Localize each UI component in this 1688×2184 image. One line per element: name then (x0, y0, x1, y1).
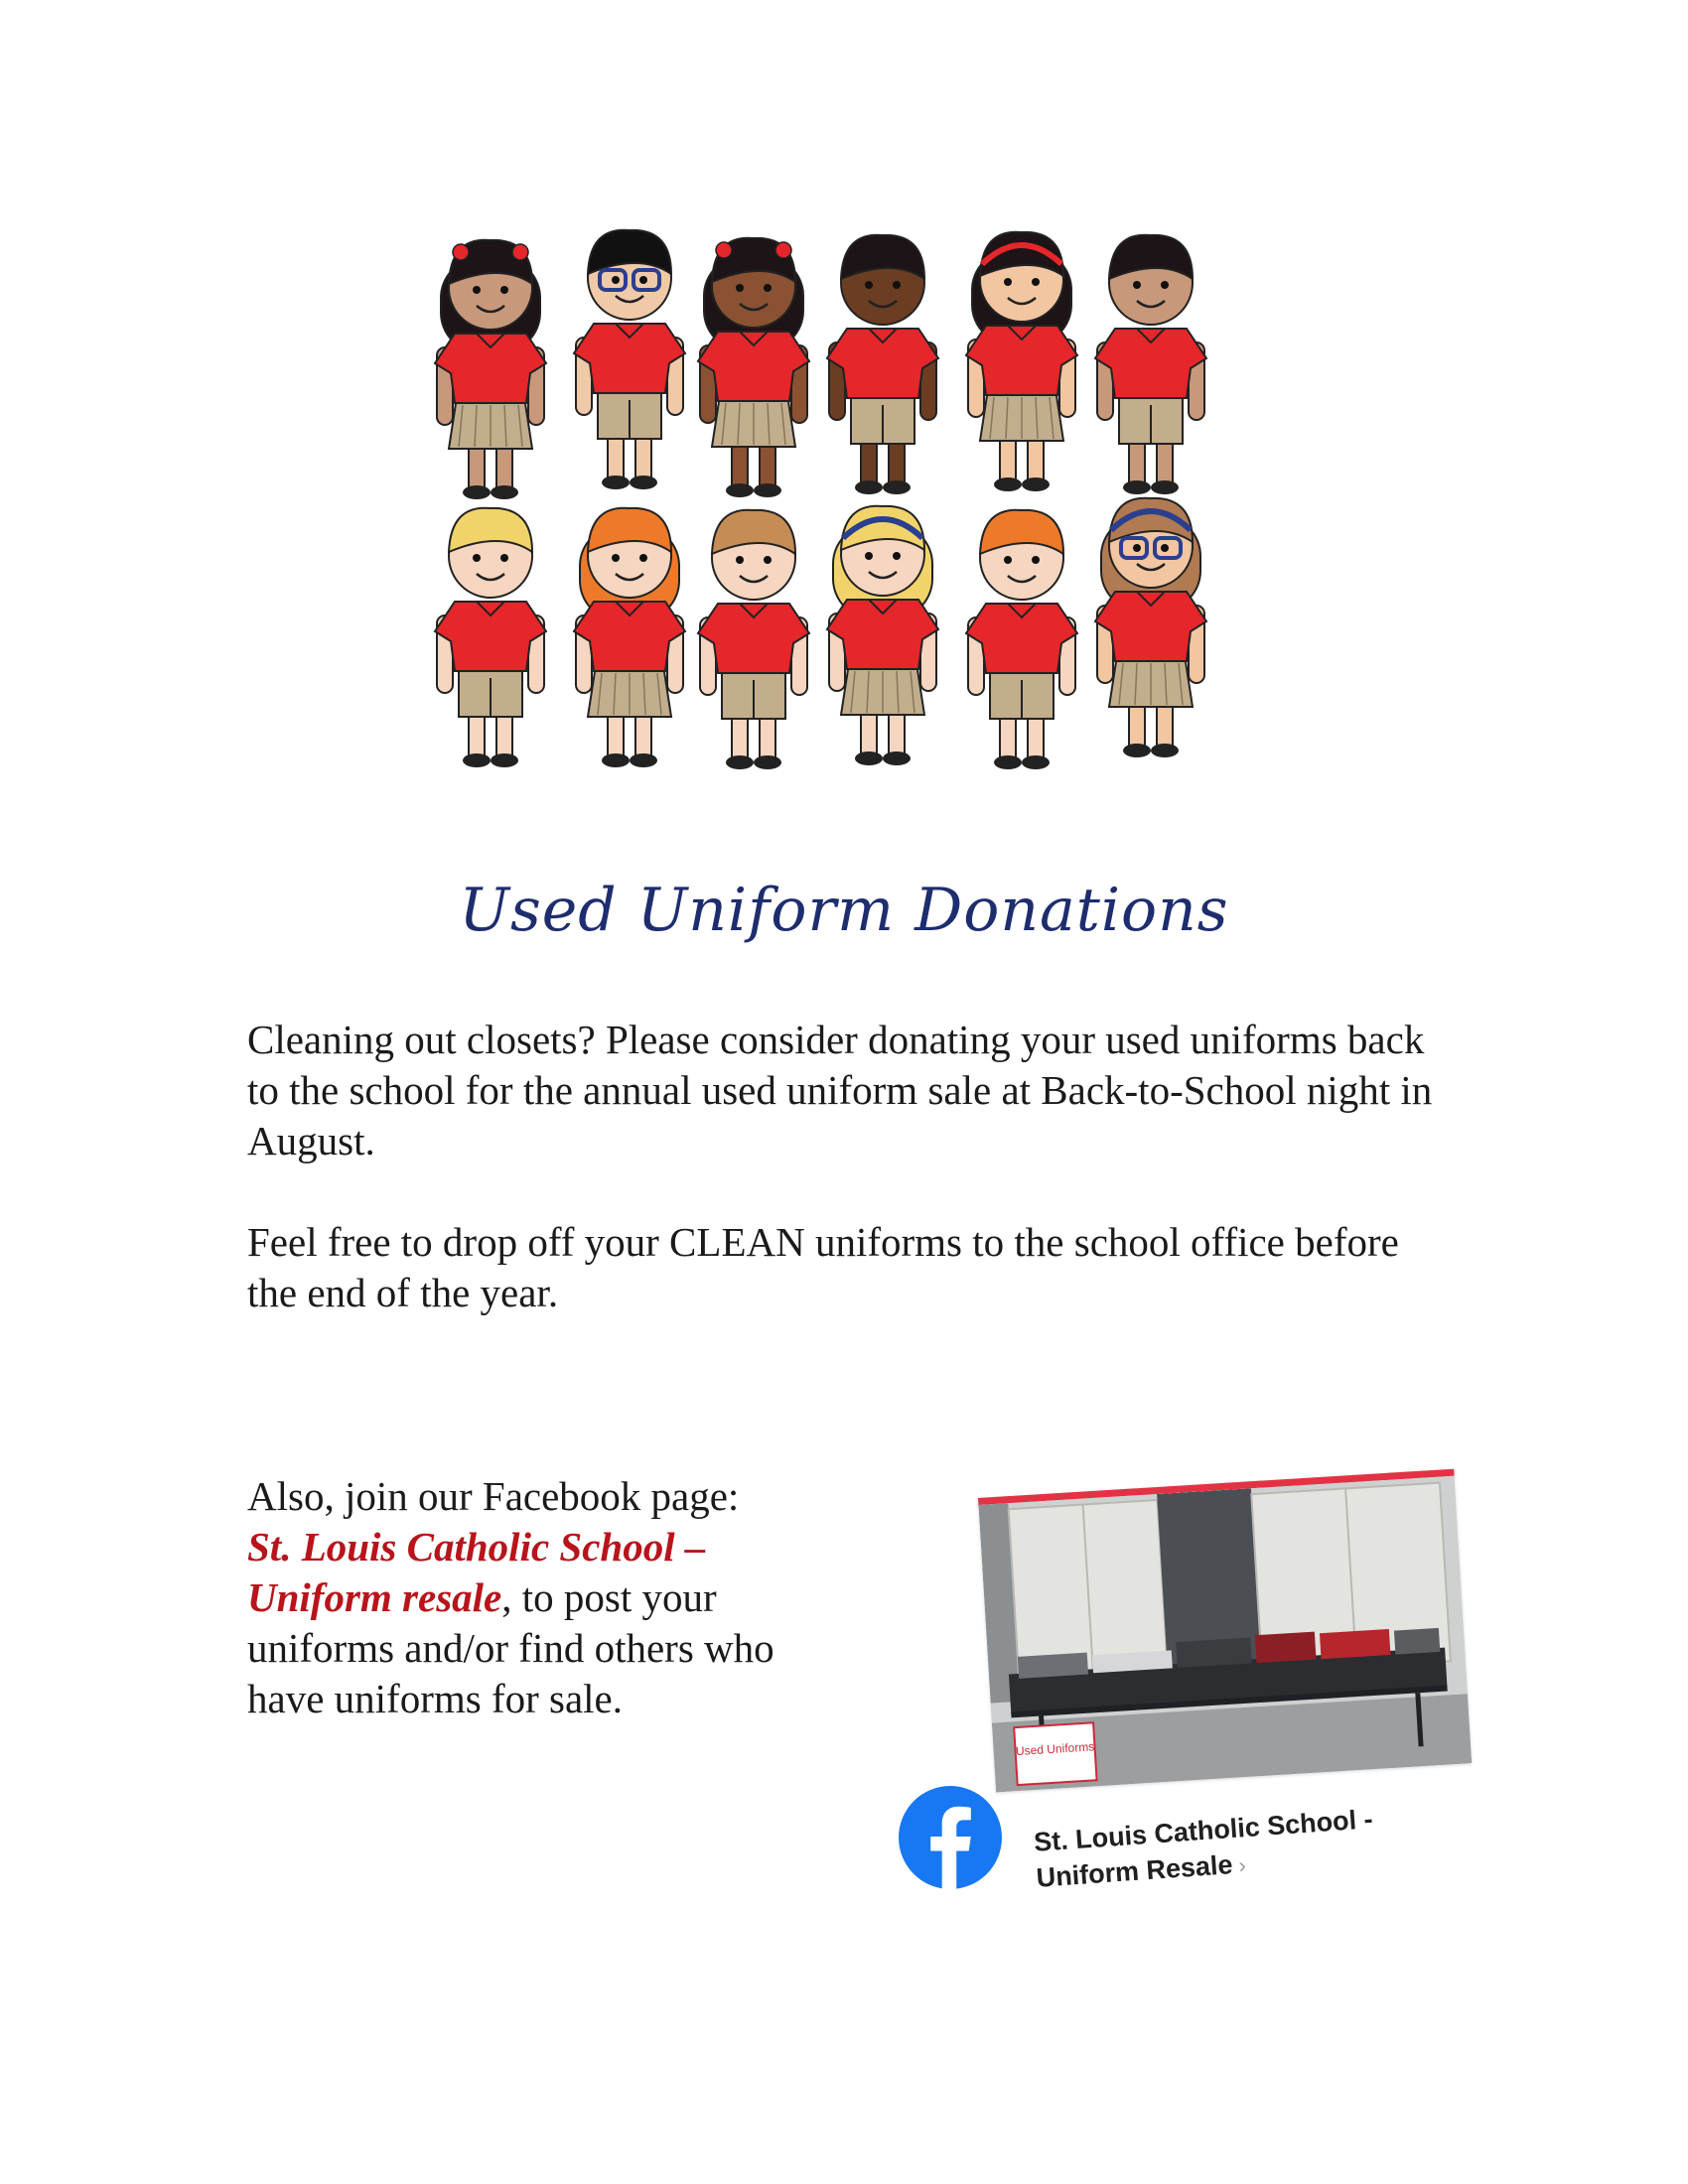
facebook-group-link[interactable]: St. Louis Catholic School – Uniform resale (247, 1524, 706, 1620)
facebook-rest-text: , to post your uniforms and/or find others who have uniforms for sale. (247, 1574, 774, 1721)
paragraph-facebook (247, 1471, 813, 1724)
child-figure (574, 508, 685, 767)
paragraph-donation-request: Cleaning out closets? Please consider donating your used uniforms back to the school for the annual used uniform sale at Back-to-School night in August. (247, 1017, 1433, 1163)
child-figure (435, 508, 546, 767)
child-figure (435, 240, 546, 499)
children-in-uniforms-illustration (421, 226, 1235, 790)
child-figure (966, 232, 1077, 491)
facebook-intro-text: Also, join our Facebook page: (247, 1473, 740, 1519)
child-figure (698, 510, 809, 769)
child-figure (1095, 235, 1206, 494)
facebook-caption-line2: Uniform Resale (1035, 1849, 1234, 1893)
child-figure (698, 238, 809, 497)
child-figure (966, 510, 1077, 769)
facebook-group-caption[interactable] (1033, 1797, 1434, 1898)
facebook-caption-line1: St. Louis Catholic School - (1033, 1804, 1374, 1857)
chevron-right-icon: › (1237, 1852, 1247, 1878)
child-figure (827, 235, 938, 494)
page-title: Used Uniform Donations (459, 876, 1229, 945)
child-figure (827, 506, 938, 765)
facebook-group-cover-photo[interactable] (978, 1469, 1472, 1793)
child-figure (574, 230, 685, 489)
child-figure (1095, 498, 1206, 757)
paragraph-drop-off: Feel free to drop off your CLEAN uniforms to the school office before the end of the year. (247, 1219, 1399, 1315)
used-uniforms-sign-text: Used Uniforms (1015, 1739, 1095, 1759)
facebook-logo-icon[interactable] (899, 1786, 1002, 1889)
